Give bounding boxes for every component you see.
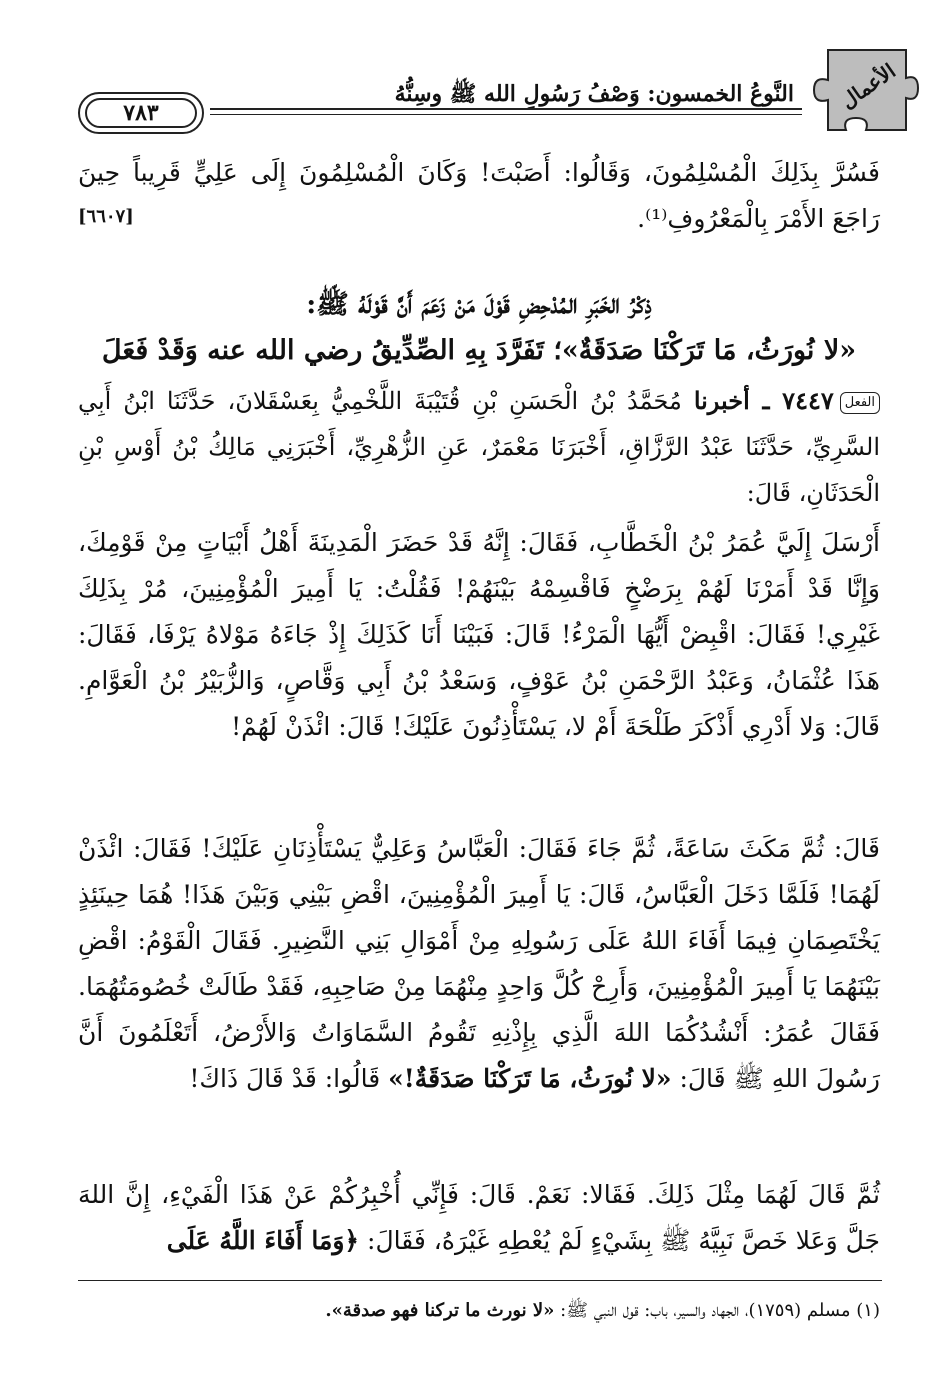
reference-number: [٦٦٠٧] [78,206,134,227]
page-number: ٧٨٣ [123,100,159,126]
prophet-quote: «لا نُورَثُ، مَا تَرَكْنَا صَدَقَةٌ!» [388,1064,672,1093]
puzzle-tag-word: الأعمال [836,58,900,114]
chapter-title-line-2: «لا نُورَثُ، مَا تَرَكْنَا صَدَقَةٌ»؛ تَفَرَّدَ بِهِ الصِّدِّيقُ رضي الله عنه وَقَدْ فَعَلَ [101,335,857,366]
chapter-title-line-1: ذِكْرُ الخَبَرِ المُدْحِضِ قَوْلَ مَنْ زَعَمَ أَنَّ قَوْلَهُ ﷺ: [306,289,652,320]
paragraph-c [78,1172,880,1264]
hadith-tag: الفعل [840,392,880,414]
paragraph-b-text-1: قَالَ: ثُمَّ مَكَثَ سَاعَةً، ثُمَّ جَاءَ فَقَالَ: الْعَبَّاسُ وَعَلِيٌّ يَسْتَأْذِنَانِ عَلَيْكَ! فَقَالَ: ائْذَنْ لَهُمَا! فَلَمَّا دَخَلَ الْعَبَّاسُ، قَالَ: يَا أَمِيرَ الْمُؤْمِنِينَ، اقْضِ بَيْنِي وَبَيْنَ هَذَا! هُمَا حِينَئِذٍ يَخْتَصِمَانِ فِيمَا أَفَاءَ اللهُ عَلَى رَسُولِهِ مِنْ أَمْوَالِ بَنِي النَّضِيرِ. فَقَالَ الْقَوْمُ: اقْضِ بَيْنَهُمَا يَا أَمِيرَ الْمُؤْمِنِينَ، وَأَرِحْ كُلَّ وَاحِدٍ مِنْهُمَا مِنْ صَاحِبِهِ، فَقَدْ طَالَتْ خُصُومَتُهُمَا. فَقَالَ عُمَرُ: أَنْشُدُكُمَا اللهَ الَّذِي بِإِذْنِهِ تَقُومُ السَّمَاوَاتُ وَالأَرْضُ، أَتَعْلَمُونَ أَنَّ رَسُولَ اللهِ ﷺ قَالَ: [78,834,880,1093]
chapter-title [78,282,880,374]
hadith-isnad [78,378,880,516]
paragraph-b [78,826,880,1102]
header-rule [210,108,802,110]
quran-quote: ﴿وَمَا أَفَاءَ اللَّهُ عَلَى [166,1226,360,1255]
puzzle-piece-icon [806,40,922,140]
page-header [78,40,922,140]
footnote-text: مسلم (١٧٥٩)، الجهاد والسير، باب: قول النبي ﷺ: [554,1300,851,1321]
running-title: النَّوعُ الخمسون: وَصْفُ رَسُولِ الله ﷺ وسِنُّهُ [394,81,794,107]
paragraph-intro: فَسُرَّ بِذَلِكَ الْمُسْلِمُونَ، وَقَالُوا: أَصَبْتَ! وَكَانَ الْمُسْلِمُونَ إِلَى عَلِيٍّ قَرِيباً حِينَ رَاجَعَ الأَمْرَ بِالْمَعْرُوفِ⁽¹⁾. [78,158,880,233]
hadith-number: ٧٤٤٧ ـ أخبرنا [693,386,834,415]
header-rule-thin [210,114,802,115]
page-number-badge [78,92,204,134]
footnote-quote: «لا نورث ما تركنا فهو صدقة». [325,1300,555,1321]
footnote-number: (١) [856,1300,880,1321]
paragraph-c-text: ثُمَّ قَالَ لَهُمَا مِثْلَ ذَلِكَ. فَقَالا: نَعَمْ. قَالَ: فَإِنِّي أُخْبِرُكُمْ عَنْ هَذَا الْفَيْءِ، إِنَّ اللهَ جَلَّ وَعَلا خَصَّ نَبِيَّهُ ﷺ بِشَيْءٍ لَمْ يُعْطِهِ غَيْرَهُ، فَقَالَ: [78,1180,880,1255]
footnote [78,1296,880,1326]
hadith-isnad-text: مُحَمَّدُ بْنُ الْحَسَنِ بْنِ قُتَيْبَةَ اللَّخْمِيُّ بِعَسْقَلانَ، حَدَّثَنَا ابْنُ أَبِي السَّرِيِّ، حَدَّثَنَا عَبْدُ الرَّزَّاقِ، أَخْبَرَنَا مَعْمَرٌ، عَنِ الزُّهْرِيِّ، أَخْبَرَنِي مَالِكُ بْنُ أَوْسِ بْنِ الْحَدَثَانِ، قَالَ: [78,387,880,507]
paragraph-a: أَرْسَلَ إِلَيَّ عُمَرُ بْنُ الْخَطَّابِ، فَقَالَ: إِنَّهُ قَدْ حَضَرَ الْمَدِينَةَ أَهْلُ أَبْيَاتٍ مِنْ قَوْمِكَ، وَإِنَّا قَدْ أَمَرْنَا لَهُمْ بِرَضْخٍ فَاقْسِمْهُ بَيْنَهُمْ! فَقُلْتُ: يَا أَمِيرَ الْمُؤْمِنِينَ، مُرْ بِذَلِكَ غَيْرِي! فَقَالَ: اقْبِضْ أَيُّهَا الْمَرْءُ! قَالَ: فَبَيْنَا أَنَا كَذَلِكَ إِذْ جَاءَهُ مَوْلاهُ يَرْفَا، فَقَالَ: هَذَا عُثْمَانُ، وَعَبْدُ الرَّحْمَنِ بْنُ عَوْفٍ، وَسَعْدُ بْنُ أَبِي وَقَّاصٍ، وَالزُّبَيْرُ بْنُ الْعَوَّامِ. قَالَ: وَلا أَدْرِي أَذْكَرَ طَلْحَةَ أَمْ لا، يَسْتَأْذِنُونَ عَلَيْكَ! قَالَ: ائْذَنْ لَهُمْ! [78,528,880,741]
footnote-rule [78,1280,882,1281]
paragraph-b-text-2: قَالُوا: قَدْ قَالَ ذَاكَ! [189,1064,389,1093]
